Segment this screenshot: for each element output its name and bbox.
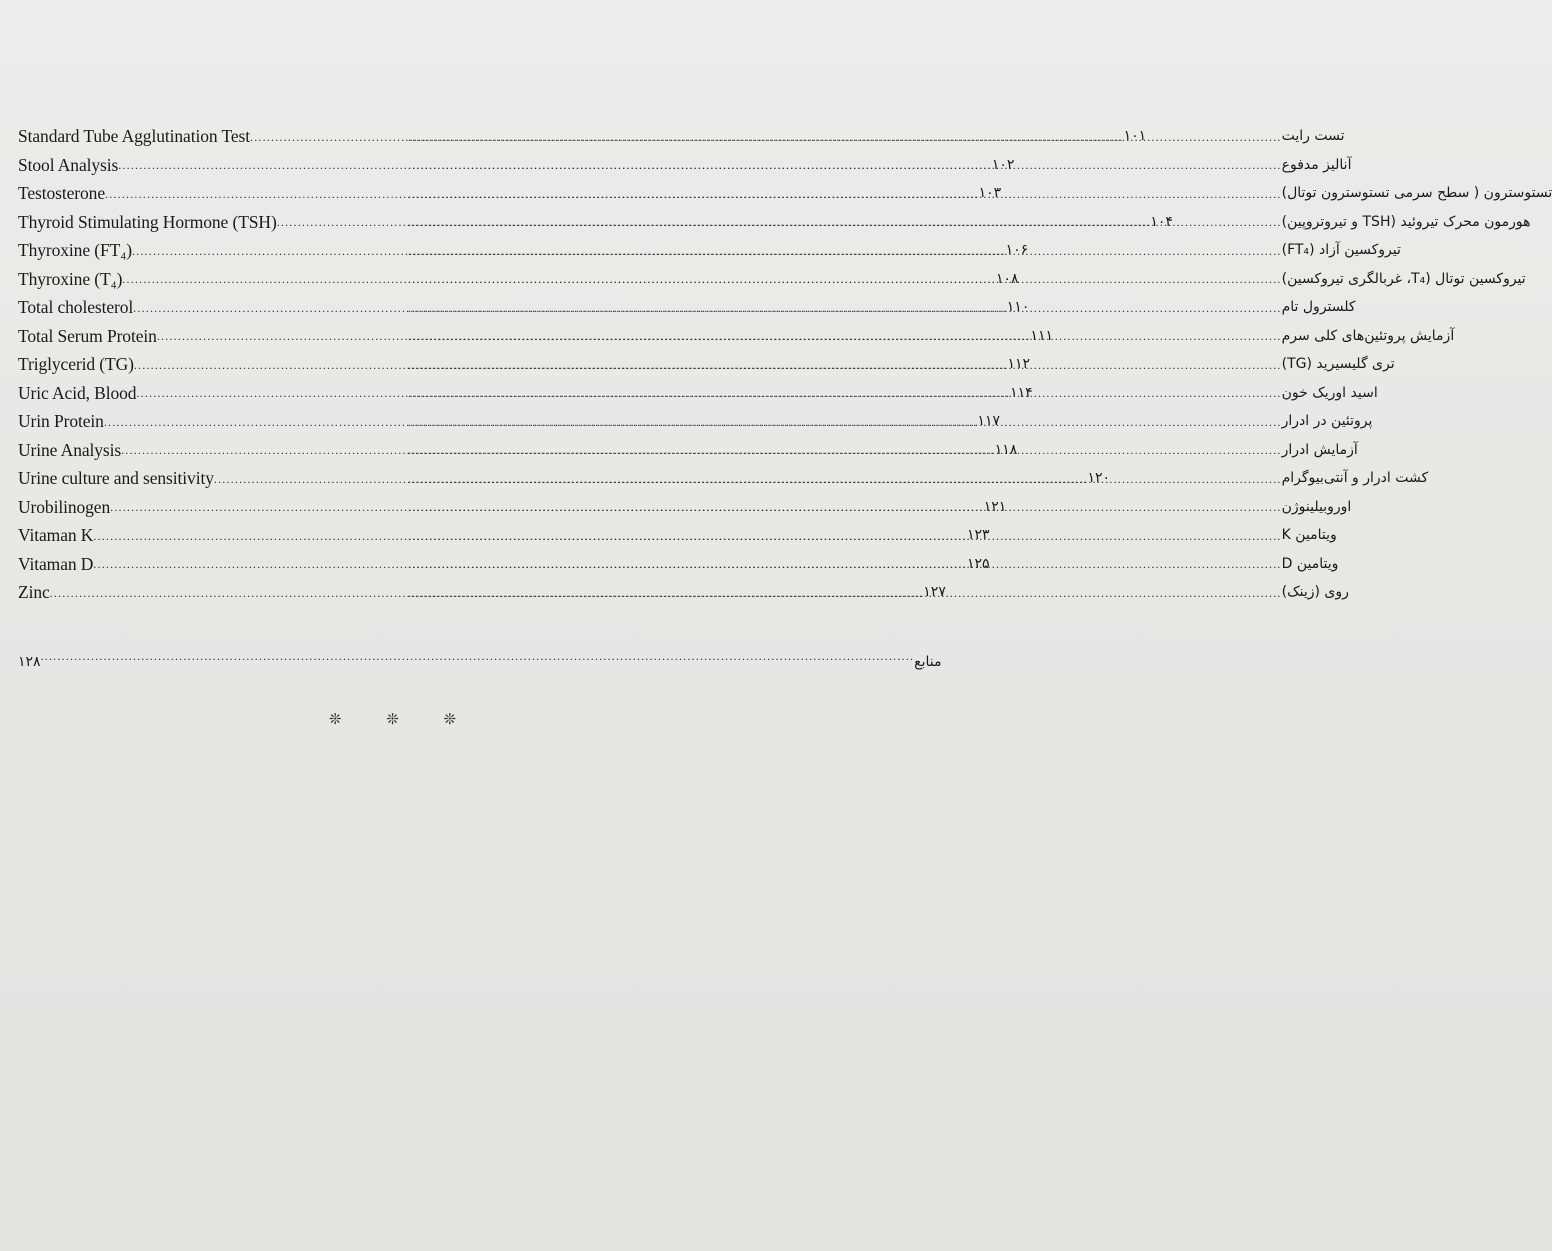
toc-row: [18, 208, 1531, 237]
sources-label: منابع: [914, 654, 942, 670]
persian-title: کشت ادرار و آنتی‌بیوگرام: [1281, 470, 1429, 486]
toc-right-column: [408, 322, 1454, 351]
page-number: ۱۲۰: [1087, 470, 1111, 486]
page-number: ۱۰۴: [1150, 213, 1173, 230]
persian-title: تیروکسین توتال (T₄، غربالگری تیروکسین): [1281, 270, 1526, 287]
leader-dots: [408, 496, 1282, 518]
leader-dots: [408, 268, 1282, 290]
persian-title: پروتئین در ادرار: [1281, 413, 1373, 429]
page-number: ۱۲۵: [966, 555, 990, 572]
toc-right-column: [408, 521, 1337, 550]
english-title: Total Serum Protein: [18, 325, 157, 346]
toc-row: [18, 265, 1526, 294]
english-title: Thyroxine (T₄): [18, 268, 123, 289]
toc-row: [18, 151, 1352, 180]
page-number: ۱۰۶: [1005, 242, 1029, 258]
persian-title: تستوسترون ( سطح سرمی تستوسترون توتال): [1281, 185, 1552, 201]
toc-right-column: [408, 379, 1378, 408]
toc-right-column: [408, 293, 1356, 322]
toc-left-column: [18, 493, 1007, 522]
page-number: ۱۱۴: [1010, 384, 1033, 401]
persian-title: آزمایش پروتئین‌های کلی سرم: [1281, 327, 1455, 344]
english-title: Urobilinogen: [18, 496, 111, 517]
english-title: Testosterone: [18, 183, 105, 203]
leader-dots: [408, 154, 1282, 176]
page-number: ۱۲۳: [966, 527, 990, 543]
leader-dots: [408, 468, 1282, 490]
toc-right-column: [408, 578, 1349, 607]
toc-row: [18, 436, 1358, 465]
persian-title: آزمایش ادرار: [1281, 441, 1358, 458]
english-title: Thyroxine (FT₄): [18, 240, 132, 260]
persian-title: کلسترول تام: [1281, 299, 1356, 315]
toc-right-column: [408, 208, 1531, 237]
toc-left-column: [18, 578, 946, 607]
toc-row: [18, 407, 1373, 436]
page-number: ۱۰۱: [1123, 128, 1147, 144]
english-title: Uric Acid, Blood: [18, 382, 137, 403]
english-title: Thyroid Stimulating Hormone (TSH): [18, 211, 277, 232]
persian-title: روی (زینک): [1281, 584, 1349, 600]
leader-dots: [408, 297, 1282, 319]
toc-row: [18, 179, 1552, 208]
toc-left-column: [18, 521, 990, 550]
toc-row: [18, 493, 1352, 522]
toc-left-column: [18, 379, 1033, 408]
page-number: ۱۰۲: [991, 156, 1015, 173]
toc-right-column: [408, 151, 1351, 180]
persian-title: تیروکسین آزاد (FT₄): [1281, 242, 1401, 258]
page-number: ۱۱۲: [1007, 356, 1031, 372]
page-number: ۱۲۱: [983, 498, 1007, 515]
toc-right-column: [408, 464, 1428, 493]
persian-title: اسید اوریک خون: [1281, 384, 1378, 401]
persian-title: اوروبیلینوژن: [1281, 498, 1352, 515]
toc-row: [18, 350, 1395, 379]
persian-title: آنالیز مدفوع: [1281, 156, 1352, 173]
english-title: Vitaman K: [18, 525, 94, 545]
toc-row: [18, 322, 1455, 351]
toc-left-column: [18, 407, 1000, 436]
page-number: ۱۱۷: [977, 413, 1000, 429]
page-number: ۱۱۱: [1030, 327, 1053, 344]
separator-stars: ❊ ❊ ❊: [328, 710, 477, 728]
persian-title: تری گلیسیرید (TG): [1281, 356, 1395, 372]
persian-title: ویتامین D: [1281, 555, 1339, 572]
leader-dots: [408, 553, 1282, 575]
english-title: Total cholesterol: [18, 297, 134, 317]
toc-left-column: [18, 208, 1173, 237]
toc-right-column: [408, 436, 1358, 465]
toc-left-column: [18, 151, 1015, 180]
toc-row: [18, 521, 1337, 550]
toc-right-column: [408, 407, 1372, 436]
toc-row: [18, 236, 1401, 265]
persian-title: هورمون محرک تیروئید (TSH و تیروتروپین): [1281, 213, 1531, 230]
toc-right-column: [408, 122, 1345, 151]
toc-left-column: [18, 464, 1111, 493]
leader-dots: [408, 183, 1282, 205]
leader-dots: [408, 211, 1282, 233]
toc-right-column: [408, 179, 1552, 208]
page-number: ۱۲۷: [923, 584, 946, 600]
toc-left-column: [18, 322, 1053, 351]
toc-left-column: [18, 350, 1031, 379]
toc-right-column: [408, 350, 1395, 379]
toc-left-column: [18, 236, 1029, 265]
leader-dots: [408, 525, 1282, 547]
toc-right-column: [408, 265, 1526, 294]
page-number: ۱۰۸: [995, 270, 1019, 287]
toc-left-column: [18, 436, 1018, 465]
sources-entry: [18, 642, 942, 670]
persian-title: ویتامین K: [1281, 527, 1337, 543]
leader-dots: [408, 240, 1282, 262]
toc-row: [18, 122, 1345, 151]
table-of-contents: [18, 122, 1552, 607]
leader-dots: [41, 645, 915, 667]
toc-left-column: [18, 179, 1002, 208]
toc-left-column: [18, 122, 1147, 151]
page-number: ۱۰۳: [978, 185, 1002, 201]
page-number: ۱۱۸: [994, 441, 1018, 458]
leader-dots: [408, 382, 1282, 404]
toc-right-column: [408, 236, 1401, 265]
page-number: ۱۱۰: [1006, 299, 1030, 315]
toc-left-column: [18, 293, 1030, 322]
english-title: Standard Tube Agglutination Test: [18, 126, 250, 146]
toc-right-column: [408, 493, 1351, 522]
english-title: Urine Analysis: [18, 439, 122, 460]
english-title: Zinc: [18, 582, 50, 602]
english-title: Vitaman D: [18, 553, 94, 574]
toc-row: [18, 550, 1339, 579]
leader-dots: [408, 411, 1282, 433]
leader-dots: [408, 126, 1282, 148]
english-title: Stool Analysis: [18, 154, 119, 175]
english-title: Urin Protein: [18, 411, 104, 431]
toc-row: [18, 464, 1429, 493]
toc-left-column: [18, 550, 990, 579]
toc-left-column: [18, 265, 1019, 294]
english-title: Urine culture and sensitivity: [18, 468, 214, 488]
leader-dots: [408, 325, 1282, 347]
toc-row: [18, 379, 1378, 408]
leader-dots: [408, 439, 1282, 461]
leader-dots: [408, 582, 1282, 604]
sources-page-number: ۱۲۸: [18, 654, 41, 670]
persian-title: تست رایت: [1281, 128, 1345, 144]
leader-dots: [408, 354, 1282, 376]
english-title: Triglycerid (TG): [18, 354, 134, 374]
toc-row: [18, 293, 1356, 322]
toc-right-column: [408, 550, 1338, 579]
toc-row: [18, 578, 1349, 607]
